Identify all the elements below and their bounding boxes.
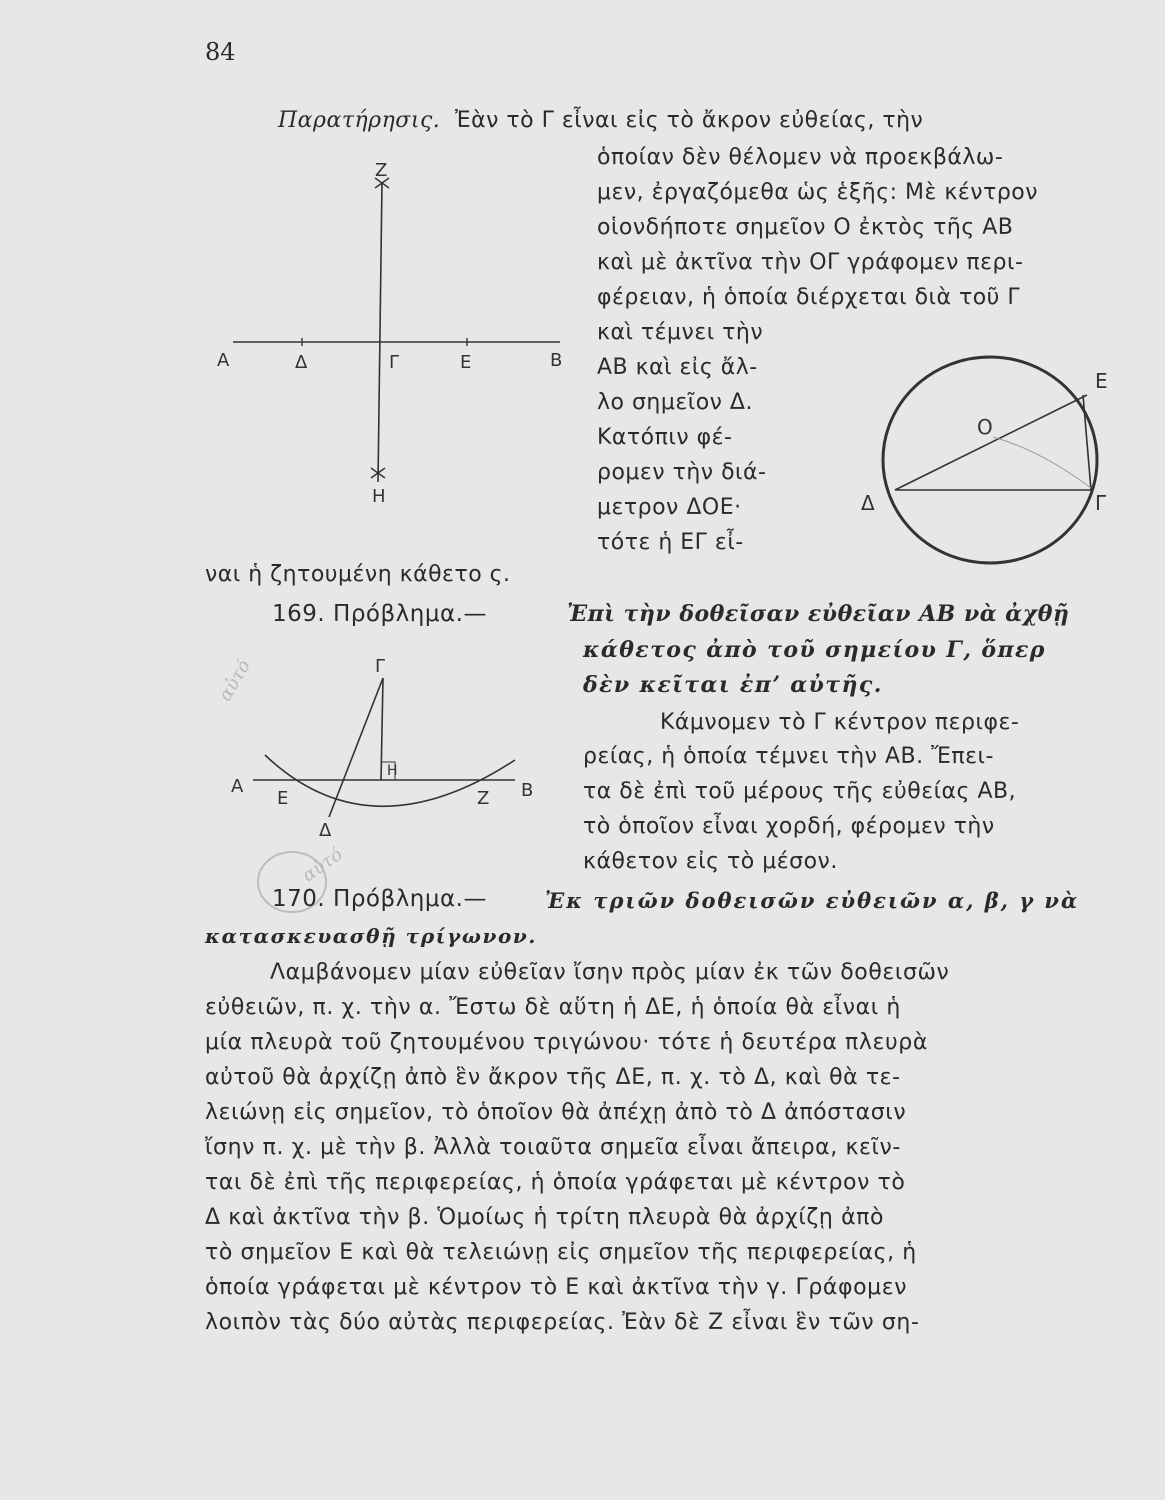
remark-line: φέρειαν, ἡ ὁποία διέρχεται διὰ τοῦ Γ xyxy=(597,285,1021,310)
problem-170-body-line: Λαμβάνομεν μίαν εὐθεῖαν ἴσην πρὸς μίαν ἐκ τῶν δοθεισῶν xyxy=(270,960,950,985)
label-g: Γ xyxy=(375,656,386,677)
radius-og xyxy=(993,437,1091,488)
label-h: Η xyxy=(372,486,386,507)
problem-170-body-line: ἴσην π. χ. μὲ τὴν β. Ἀλλὰ τοιαῦτα σημεῖα εἶναι ἄπειρα, κεῖν- xyxy=(205,1135,901,1160)
problem-169-body-line: τα δὲ ἐπὶ τοῦ μέρους τῆς εὐθείας ΑΒ, xyxy=(583,779,1017,804)
problem-170-number: 170. xyxy=(272,886,326,912)
problem-169-label: Πρόβλημα.— xyxy=(333,601,487,627)
problem-170-body-line: αὐτοῦ θὰ ἀρχίζῃ ἀπὸ ἓν ἄκρον τῆς ΔΕ, π. χ. τὸ Δ, καὶ θὰ τε- xyxy=(205,1065,901,1090)
figure-circle-diameter xyxy=(855,350,1125,580)
page-number: 84 xyxy=(205,38,236,66)
label-o: Ο xyxy=(977,415,993,439)
label-e: Ε xyxy=(1095,369,1108,393)
remark-line: μετρον ΔΟΕ· xyxy=(597,495,742,520)
label-g: Γ xyxy=(389,352,400,373)
problem-170-body-line: λοιπὸν τὰς δύο αὐτὰς περιφερείας. Ἐὰν δὲ Ζ εἶναι ἓν τῶν ση- xyxy=(205,1310,920,1335)
problem-169-body-line: ρείας, ἡ ὁποία τέμνει τὴν ΑΒ. Ἔπει- xyxy=(583,744,994,769)
remark-line: τότε ἡ ΕΓ εἶ- xyxy=(597,530,744,555)
diameter-doe xyxy=(895,395,1087,490)
label-d: Δ xyxy=(861,491,875,515)
problem-170-body-line: εὐθειῶν, π. χ. τὴν α. Ἔστω δὲ αὕτη ἡ ΔΕ, ἡ ὁποία θὰ εἶναι ἡ xyxy=(205,995,901,1020)
problem-170-body-line: τὸ σημεῖον Ε καὶ θὰ τελειώνῃ εἰς σημεῖον τῆς περιφερείας, ἡ xyxy=(205,1240,917,1265)
remark-line: μεν, ἐργαζόμεθα ὡς ἑξῆς: Μὲ κέντρον xyxy=(597,180,1039,205)
remark-line: ὁποίαν δὲν θέλομεν νὰ προεκβάλω- xyxy=(597,145,1004,170)
remark-last-line: ναι ἡ ζητουμένη κάθετο ς. xyxy=(205,562,511,587)
label-a: Α xyxy=(217,350,230,371)
problem-169-body-line: κάθετον εἰς τὸ μέσον. xyxy=(583,849,838,874)
problem-170-body-line: μία πλευρὰ τοῦ ζητουμένου τριγώνου· τότε ἡ δευτέρα πλευρὰ xyxy=(205,1030,928,1055)
problem-169-statement: κάθετος ἀπὸ τοῦ σημείου Γ, ὅπερ xyxy=(583,637,1046,663)
line-zh xyxy=(378,182,382,482)
margin-note-upper: αὐτό xyxy=(214,656,255,705)
remark-heading: Παρατήρησις. xyxy=(278,108,441,133)
label-b: Β xyxy=(550,350,563,371)
problem-169-body-line: Κάμνομεν τὸ Γ κέντρον περιφε- xyxy=(660,710,1020,735)
label-g: Γ xyxy=(1095,491,1107,515)
problem-169-body-line: τὸ ὁποῖον εἶναι χορδή, φέρομεν τὴν xyxy=(583,814,995,839)
label-b: Β xyxy=(521,780,534,801)
margin-pencil-notes xyxy=(200,610,420,930)
label-d: Δ xyxy=(295,352,308,373)
label-e: Ε xyxy=(460,352,472,373)
remark-line: Ἐὰν τὸ Γ εἶναι εἰς τὸ ἄκρον εὐθείας, τὴν xyxy=(455,108,924,133)
circle xyxy=(883,357,1097,563)
problem-170-body-line: Δ καὶ ἀκτῖνα τὴν β. Ὁμοίως ἡ τρίτη πλευρὰ θὰ ἀρχίζῃ ἀπὸ xyxy=(205,1205,885,1230)
remark-line: Κατόπιν φέ- xyxy=(597,425,733,450)
margin-note-lower: αὐτό xyxy=(298,843,347,887)
remark-line: ρομεν τὴν διά- xyxy=(597,460,767,485)
problem-170-statement: κατασκευασθῇ τρίγωνον. xyxy=(205,924,537,948)
label-a: Α xyxy=(231,776,244,797)
label-e: Ε xyxy=(277,788,289,809)
problem-170-statement: Ἐκ τριῶν δοθεισῶν εὐθειῶν α, β, γ νὰ xyxy=(545,888,1080,913)
problem-170-body-line: ται δὲ ἐπὶ τῆς περιφερείας, ἡ ὁποία γράφεται μὲ κέντρον τὸ xyxy=(205,1170,906,1195)
problem-169-number: 169. xyxy=(272,601,326,627)
problem-170-body-line: ὁποία γράφεται μὲ κέντρον τὸ Ε καὶ ἀκτῖνα τὴν γ. Γράφομεν xyxy=(205,1275,908,1300)
label-z: Z xyxy=(375,160,388,181)
figure-perpendicular xyxy=(205,160,575,520)
segment-eg xyxy=(1083,395,1091,490)
remark-line: καὶ μὲ ἀκτῖνα τὴν ΟΓ γράφομεν περι- xyxy=(597,250,1024,275)
problem-169-statement: δὲν κεῖται ἐπʼ αὐτῆς. xyxy=(583,672,883,698)
remark-line: οἱονδήποτε σημεῖον Ο ἐκτὸς τῆς ΑΒ xyxy=(597,215,1014,240)
problem-170-body-line: λειώνῃ εἰς σημεῖον, τὸ ὁποῖον θὰ ἀπέχῃ ἀπὸ τὸ Δ ἀπόστασιν xyxy=(205,1100,907,1125)
remark-line: ΑΒ καὶ εἰς ἄλ- xyxy=(597,355,758,380)
remark-line: καὶ τέμνει τὴν xyxy=(597,320,764,345)
label-d: Δ xyxy=(319,820,332,841)
remark-line: λο σημεῖον Δ. xyxy=(597,390,753,415)
label-z: Ζ xyxy=(477,788,490,809)
label-h: Η xyxy=(387,763,398,779)
problem-169-statement: Ἐπὶ τὴν δοθεῖσαν εὐθεῖαν ΑΒ νὰ ἀχθῇ xyxy=(567,601,1070,627)
problem-170-label: Πρόβλημα.— xyxy=(333,886,487,912)
